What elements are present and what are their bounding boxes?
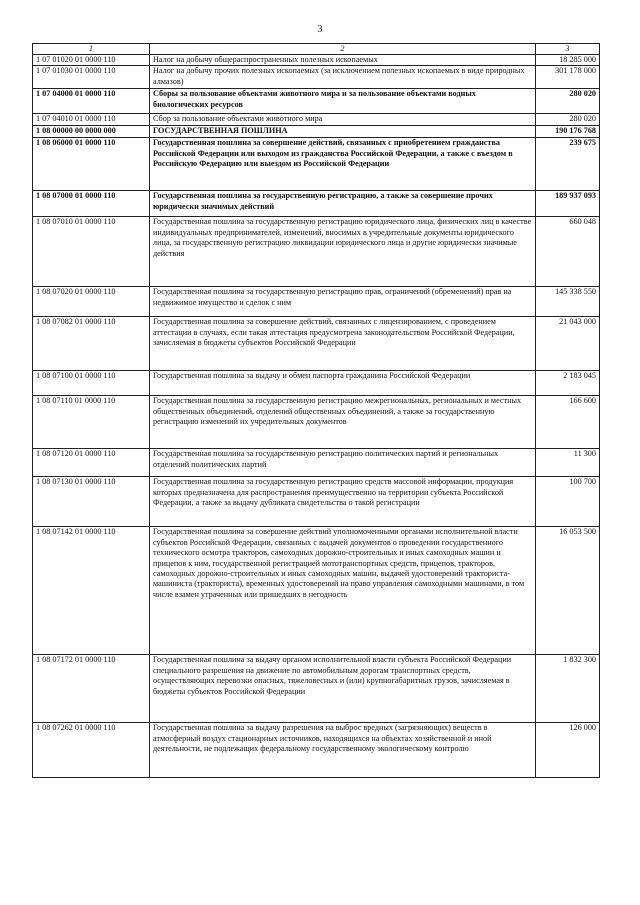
revenue-amount: 280 020	[536, 114, 600, 126]
revenue-amount: 2 183 045	[536, 371, 600, 396]
revenue-name: Государственная пошлина за совершение действий уполномоченными органами исполнительной власти субъектов Российской Федерации, связанных с выдачей документов о проведении государственного технического осмотра тракторов, самоходных дорожно-строительных и иных самоходных машин и прицепов к ним, государственной регистрацией мототранспортных средств, прицепов, тракторов, самоходных дорожно-строительных и иных самоходных машин, выдачей удостоверений тракториста-машиниста (тракториста), временных удостоверений на право управления самоходными машинами, в том числе взамен утраченных или пришедших в негодность	[150, 527, 536, 655]
revenue-amount: 126 000	[536, 723, 600, 778]
revenue-table	[32, 43, 600, 778]
revenue-name: Государственная пошлина за выдачу органом исполнительной власти субъекта Российской Федерации специального разрешения на движение по автомобильным дорогам транспортных средств, осуществляющих перевозки опасных, тяжеловесных и (или) крупногабаритных грузов, зачисляемая в бюджеты субъектов Российской Федерации	[150, 655, 536, 723]
revenue-amount: 190 176 768	[536, 126, 600, 138]
revenue-code: 1 08 07172 01 0000 110	[33, 655, 150, 723]
revenue-name: Государственная пошлина за государственную регистрацию политических партий и региональных отделений политических партий	[150, 449, 536, 477]
table-row	[33, 477, 600, 527]
revenue-code: 1 07 04010 01 0000 110	[33, 114, 150, 126]
revenue-code: 1 08 07130 01 0000 110	[33, 477, 150, 527]
revenue-name: Государственная пошлина за выдачу разрешения на выброс вредных (загрязняющих) веществ в атмосферный воздух стационарных источников, находящихся на объектах хозяйственной и иной деятельности, не подлежащих федеральному государственному экологическому контролю	[150, 723, 536, 778]
revenue-amount: 660 048	[536, 217, 600, 287]
revenue-name: Налог на добычу общераспространенных полезных ископаемых	[150, 55, 536, 66]
revenue-amount: 21 043 000	[536, 317, 600, 371]
table-row	[33, 527, 600, 655]
revenue-name: Государственная пошлина за государственную регистрацию прав, ограничений (обременений) прав на недвижимое имущество и сделок с ним	[150, 287, 536, 317]
revenue-amount: 16 053 500	[536, 527, 600, 655]
revenue-name: Государственная пошлина за государственную регистрацию средств массовой информации, продукция которых предназначена для распространения преимущественно на территории субъекта Российской Федерации, а также за выдачу дубликата свидетельства о такой регистрации	[150, 477, 536, 527]
revenue-code: 1 08 06000 01 0000 110	[33, 138, 150, 191]
table-row	[33, 114, 600, 126]
page-number: 3	[317, 24, 323, 35]
revenue-amount: 145 338 550	[536, 287, 600, 317]
revenue-name: Сборы за пользование объектами животного мира и за пользование объектами водных биологических ресурсов	[150, 89, 536, 114]
revenue-code: 1 08 07110 01 0000 110	[33, 396, 150, 449]
revenue-amount: 1 832 300	[536, 655, 600, 723]
column-number-3: 3	[536, 44, 600, 55]
revenue-amount: 11 300	[536, 449, 600, 477]
table-row	[33, 449, 600, 477]
revenue-name: Государственная пошлина за государственную регистрацию межрегиональных, региональных и местных общественных объединений, отделений общественных объединений, а также за государственную регистрацию изменений их учредительных документов	[150, 396, 536, 449]
revenue-code: 1 08 07020 01 0000 110	[33, 287, 150, 317]
revenue-name: Государственная пошлина за совершение действий, связанных с приобретением гражданства Российской Федерации или выходом из гражданства Российской Федерации, а также с въездом в Российскую Федерацию или выездом из Российской Федерации	[150, 138, 536, 191]
revenue-amount: 18 285 000	[536, 55, 600, 66]
revenue-amount: 166 600	[536, 396, 600, 449]
revenue-code: 1 07 04000 01 0000 110	[33, 89, 150, 114]
revenue-name: Налог на добычу прочих полезных ископаемых (за исключением полезных ископаемых в виде природных алмазов)	[150, 66, 536, 89]
revenue-code: 1 07 01020 01 0000 110	[33, 55, 150, 66]
revenue-amount: 189 937 093	[536, 191, 600, 217]
revenue-code: 1 08 07262 01 0000 110	[33, 723, 150, 778]
revenue-code: 1 08 07142 01 0000 110	[33, 527, 150, 655]
revenue-name: Сбор за пользование объектами животного мира	[150, 114, 536, 126]
table-row	[33, 89, 600, 114]
table-row	[33, 287, 600, 317]
revenue-code: 1 08 07100 01 0000 110	[33, 371, 150, 396]
revenue-amount: 239 675	[536, 138, 600, 191]
revenue-code: 1 08 07082 01 0000 110	[33, 317, 150, 371]
column-number-row	[33, 44, 600, 55]
table-row	[33, 396, 600, 449]
table-row	[33, 138, 600, 191]
revenue-code: 1 08 07010 01 0000 110	[33, 217, 150, 287]
revenue-code: 1 08 07120 01 0000 110	[33, 449, 150, 477]
table-row	[33, 126, 600, 138]
revenue-amount: 280 020	[536, 89, 600, 114]
revenue-name: ГОСУДАРСТВЕННАЯ ПОШЛИНА	[150, 126, 536, 138]
revenue-code: 1 08 00000 00 0000 000	[33, 126, 150, 138]
table-row	[33, 655, 600, 723]
revenue-name: Государственная пошлина за государственную регистрацию, а также за совершение прочих юридически значимых действий	[150, 191, 536, 217]
column-number-2: 2	[150, 44, 536, 55]
table-row	[33, 55, 600, 66]
table-row	[33, 317, 600, 371]
revenue-name: Государственная пошлина за государственную регистрацию юридического лица, физических лиц в качестве индивидуальных предпринимателей, изменений, вносимых в учредительные документы юридического лица, за государственную регистрацию ликвидации юридического лица и другие юридически значимые действия	[150, 217, 536, 287]
revenue-name: Государственная пошлина за совершение действий, связанных с лицензированием, с проведением аттестации в случаях, если такая аттестация предусмотрена законодательством Российской Федерации, зачисляемая в бюджеты субъектов Российской Федерации	[150, 317, 536, 371]
revenue-amount: 301 178 000	[536, 66, 600, 89]
revenue-name: Государственная пошлина за выдачу и обмен паспорта гражданина Российской Федерации	[150, 371, 536, 396]
table-row	[33, 191, 600, 217]
table-row	[33, 66, 600, 89]
column-number-1: 1	[33, 44, 150, 55]
table-row	[33, 723, 600, 778]
revenue-amount: 100 700	[536, 477, 600, 527]
table-row	[33, 371, 600, 396]
revenue-code: 1 08 07000 01 0000 110	[33, 191, 150, 217]
table-row	[33, 217, 600, 287]
revenue-code: 1 07 01030 01 0000 110	[33, 66, 150, 89]
table-body	[33, 55, 600, 778]
